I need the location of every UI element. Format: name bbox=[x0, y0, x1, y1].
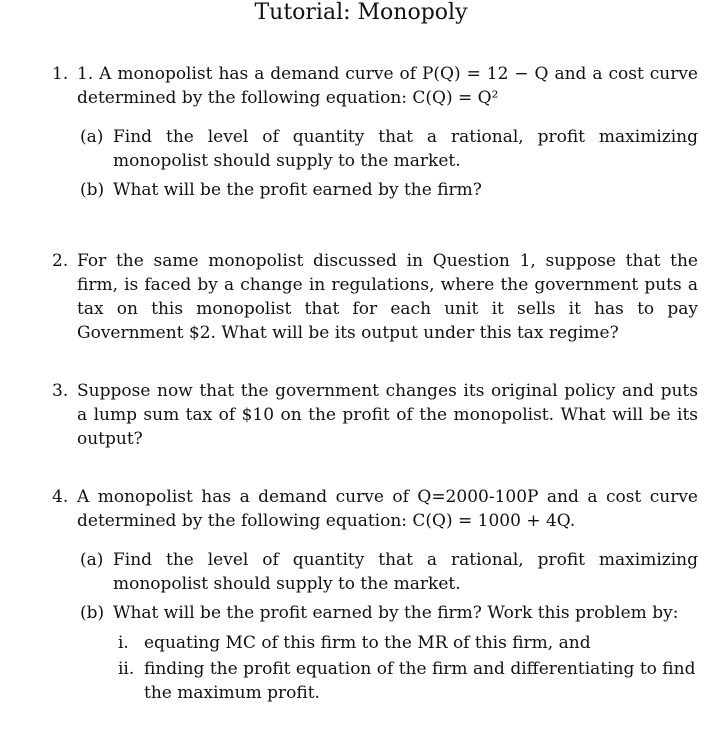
question-3-text: Suppose now that the government changes its original policy and puts a lump sum tax of $10 on the profit of the monopolist. What will be its output? bbox=[77, 381, 698, 449]
question-1-part-b-text: What will be the profit earned by the firm? bbox=[113, 180, 482, 200]
question-1-part-b-label: (b) bbox=[80, 180, 105, 200]
question-1-part-a bbox=[80, 125, 698, 173]
question-4-part-b-text: What will be the profit earned by the firm? Work this problem by: bbox=[113, 603, 679, 623]
question-4-part-b-label: (b) bbox=[80, 603, 105, 623]
question-2 bbox=[52, 249, 698, 345]
page-title: Tutorial: Monopoly bbox=[254, 0, 468, 25]
question-4-part-a-label: (a) bbox=[80, 550, 104, 570]
question-4-subpart-ii-label: ii. bbox=[118, 659, 135, 679]
question-4-number: 4. bbox=[52, 487, 69, 507]
question-4-subpart-ii-text: finding the profit equation of the firm and differentiating to find the maximum profit. bbox=[144, 659, 696, 703]
question-4-subpart-i bbox=[118, 631, 698, 655]
question-1-part-a-text: Find the level of quantity that a rational, profit maximizing monopolist should supply to the market. bbox=[113, 127, 698, 171]
question-3-number: 3. bbox=[52, 381, 69, 401]
question-1-part-a-label: (a) bbox=[80, 127, 104, 147]
question-3 bbox=[52, 379, 698, 451]
question-4-text: A monopolist has a demand curve of Q=2000-100P and a cost curve determined by the following equation: C(Q) = 1000 + 4Q. bbox=[77, 487, 698, 531]
question-4 bbox=[52, 485, 698, 533]
question-1-part-b bbox=[80, 178, 698, 202]
question-4-subpart-i-text: equating MC of this firm to the MR of this firm, and bbox=[144, 633, 591, 653]
question-2-number: 2. bbox=[52, 251, 69, 271]
question-4-part-a-text: Find the level of quantity that a rational, profit maximizing monopolist should supply to the market. bbox=[113, 550, 698, 594]
question-4-part-a bbox=[80, 548, 698, 596]
question-2-text: For the same monopolist discussed in Question 1, suppose that the firm, is faced by a change in regulations, where the government puts a tax on this monopolist that for each unit it sells it has to pay Government $2. What will be its output under this tax regime? bbox=[77, 251, 698, 343]
question-1-number: 1. bbox=[52, 64, 69, 84]
question-1-text: 1. A monopolist has a demand curve of P(Q) = 12 − Q and a cost curve determined by the following equation: C(Q) = Q² bbox=[77, 64, 698, 108]
question-4-subpart-i-label: i. bbox=[118, 633, 129, 653]
question-1 bbox=[52, 62, 698, 110]
question-4-part-b bbox=[80, 601, 698, 625]
question-4-subpart-ii bbox=[118, 657, 698, 705]
